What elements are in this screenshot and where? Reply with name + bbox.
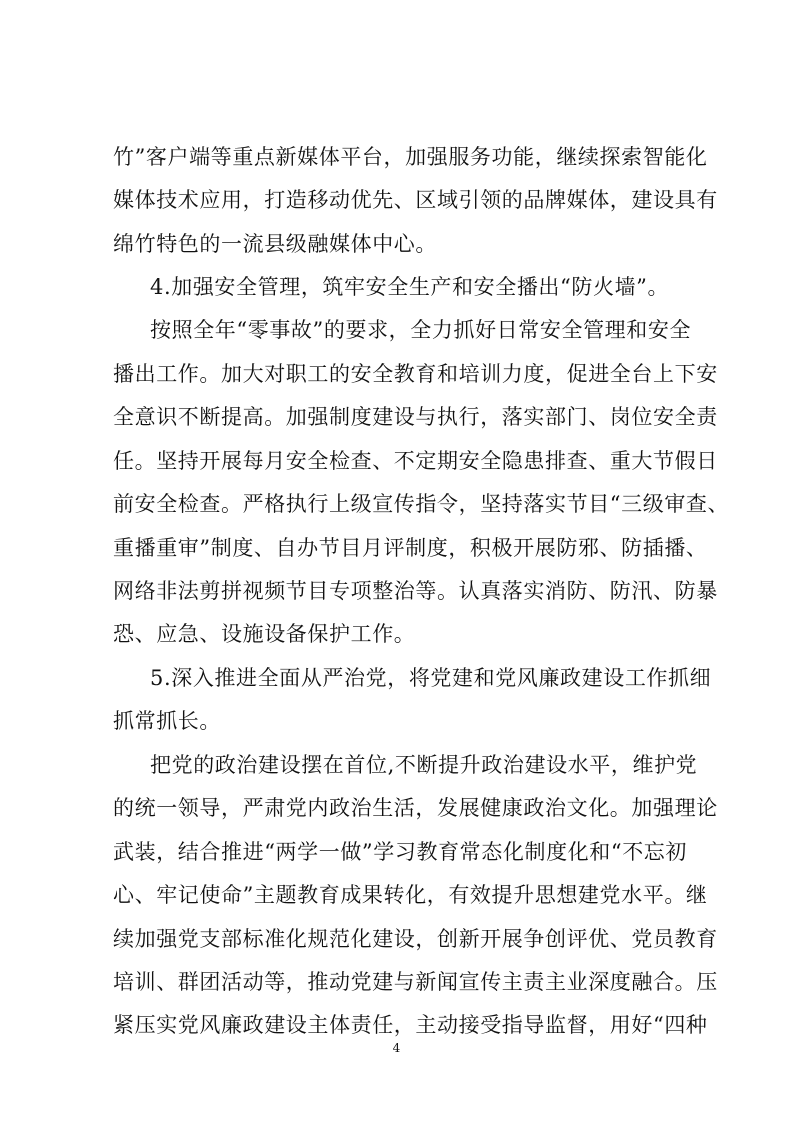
text-line: 前安全检查。严格执行上级宣传指令，坚持落实节目“三级审查、 — [113, 492, 730, 516]
text-line: 的统一领导，严肃党内政治生活，发展健康政治文化。加强理论 — [113, 796, 718, 820]
text-line: 播出工作。加大对职工的安全教育和培训力度，促进全台上下安 — [113, 362, 718, 386]
section-heading: 4.加强安全管理，筑牢安全生产和安全播出“防火墙”。 — [150, 275, 670, 299]
text-line: 按照全年“零事故”的要求，全力抓好日常安全管理和安全 — [150, 318, 692, 342]
text-line: 绵竹特色的一流县级融媒体中心。 — [113, 232, 437, 256]
text-line: 网络非法剪拼视频节目专项整治等。认真落实消防、防汛、防暴 — [113, 579, 718, 603]
text-line: 续加强党支部标准化规范化建设，创新开展争创评优、党员教育 — [113, 927, 718, 951]
text-line: 重播重审”制度、自办节目月评制度，积极开展防邪、防插播、 — [113, 536, 708, 560]
text-line: 竹”客户端等重点新媒体平台，加强服务功能，继续探索智能化 — [113, 145, 708, 169]
text-line: 培训、群团活动等，推动党建与新闻宣传主责主业深度融合。压 — [113, 970, 718, 994]
page-number: 4 — [392, 1041, 401, 1055]
text-line: 抓常抓长。 — [113, 709, 221, 733]
text-line: 武装，结合推进“两学一做”学习教育常态化制度化和“不忘初 — [113, 840, 688, 864]
text-line: 任。坚持开展每月安全检查、不定期安全隐患排查、重大节假日 — [113, 449, 718, 473]
text-line: 把党的政治建设摆在首位,不断提升政治建设水平，维护党 — [150, 753, 698, 777]
section-heading: 5.深入推进全面从严治党，将党建和党风廉政建设工作抓细 — [150, 666, 712, 690]
text-line: 恐、应急、设施设备保护工作。 — [113, 622, 416, 646]
text-line: 媒体技术应用，打造移动优先、区域引领的品牌媒体，建设具有 — [113, 188, 718, 212]
text-line: 全意识不断提高。加强制度建设与执行，落实部门、岗位安全责 — [113, 405, 718, 429]
text-line: 紧压实党风廉政建设主体责任，主动接受指导监督，用好“四种 — [113, 1013, 708, 1037]
text-line: 心、牢记使命”主题教育成果转化，有效提升思想建党水平。继 — [113, 883, 708, 907]
